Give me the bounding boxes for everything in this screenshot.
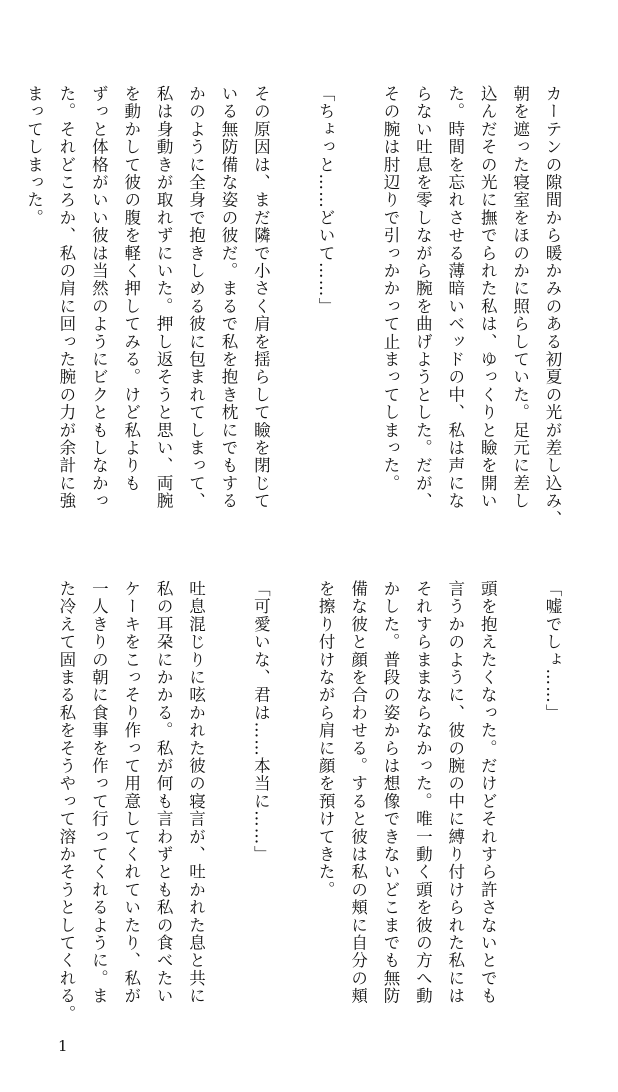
text-column: かのように全身で抱きしめる彼に包まれてしまって、 xyxy=(186,85,206,510)
text-column: ずっと体格がいい彼は当然のようにビクともしなかっ xyxy=(89,85,109,510)
blank-column xyxy=(212,580,244,1030)
lower-text-block xyxy=(50,580,569,1030)
blank-column xyxy=(276,85,308,535)
text-column: 一人きりの朝に食事を作って行ってくれるように。ま xyxy=(89,580,109,1005)
text-column: ケーキをこっそり作って用意してくれていたり、私が xyxy=(121,580,141,1005)
text-column: 私の耳朶にかかる。私が何も言わずとも私の食べたい xyxy=(154,580,174,1005)
blank-column xyxy=(341,85,373,535)
text-column: 朝を遮った寝室をほのかに照らしていた。足元に差し xyxy=(510,85,530,510)
dialogue-column: 「ちょっと……どいて……」 xyxy=(316,85,336,316)
text-column: た。それどころか、私の肩に回った腕の力が余計に強 xyxy=(56,85,76,510)
blank-column xyxy=(503,580,535,1030)
text-column: それすらままならなかった。唯一動く頭を彼の方へ動 xyxy=(413,580,433,1005)
dialogue-column: 「嘘でしょ……」 xyxy=(543,580,562,722)
blank-column xyxy=(276,580,308,1030)
dialogue-column: 「可愛いな、君は……本当に……」 xyxy=(251,580,271,864)
text-column: 私は身動きが取れずにいた。押し返そうと思い、両腕 xyxy=(154,85,174,510)
page-number: 1 xyxy=(58,1037,68,1055)
text-column: らない吐息を零しながら腕を曲げようとした。だが、 xyxy=(413,85,433,510)
text-column: いる無防備な姿の彼だ。まるで私を抱き枕にでもする xyxy=(218,85,238,510)
text-column: 吐息混じりに呟かれた彼の寝言が、吐かれた息と共に xyxy=(186,580,206,1005)
text-column: カーテンの隙間から暖かみのある初夏の光が差し込み、 xyxy=(543,85,562,528)
text-column: 言うかのように、彼の腕の中に縛り付けられた私には xyxy=(445,580,465,1005)
text-column: かした。普段の姿からは想像できないどこまでも無防 xyxy=(380,580,400,1005)
text-column: その腕は肘辺りで引っかかって止まってしまった。 xyxy=(380,85,400,493)
text-column: た冷えて固まる私をそうやって溶かそうとしてくれる。 xyxy=(56,580,76,1023)
text-column: まってしまった。 xyxy=(24,85,44,227)
text-column: た。時間を忘れさせる薄暗いベッドの中、私は声にな xyxy=(445,85,465,510)
text-column: を擦り付けながら肩に顔を預けてきた。 xyxy=(316,580,336,899)
upper-text-block xyxy=(17,85,568,535)
text-column: を動かして彼の腹を軽く押してみる。けど私よりも xyxy=(121,85,141,493)
text-column: 頭を抱えたくなった。だけどそれすら許さないとでも xyxy=(478,580,498,1005)
text-column: その原因は、まだ隣で小さく肩を揺らして瞼を閉じて xyxy=(251,85,271,510)
text-column: 込んだその光に撫でられた私は、ゆっくりと瞼を開い xyxy=(478,85,498,510)
text-column: 備な彼と顔を合わせる。すると彼は私の頬に自分の頬 xyxy=(348,580,368,1005)
